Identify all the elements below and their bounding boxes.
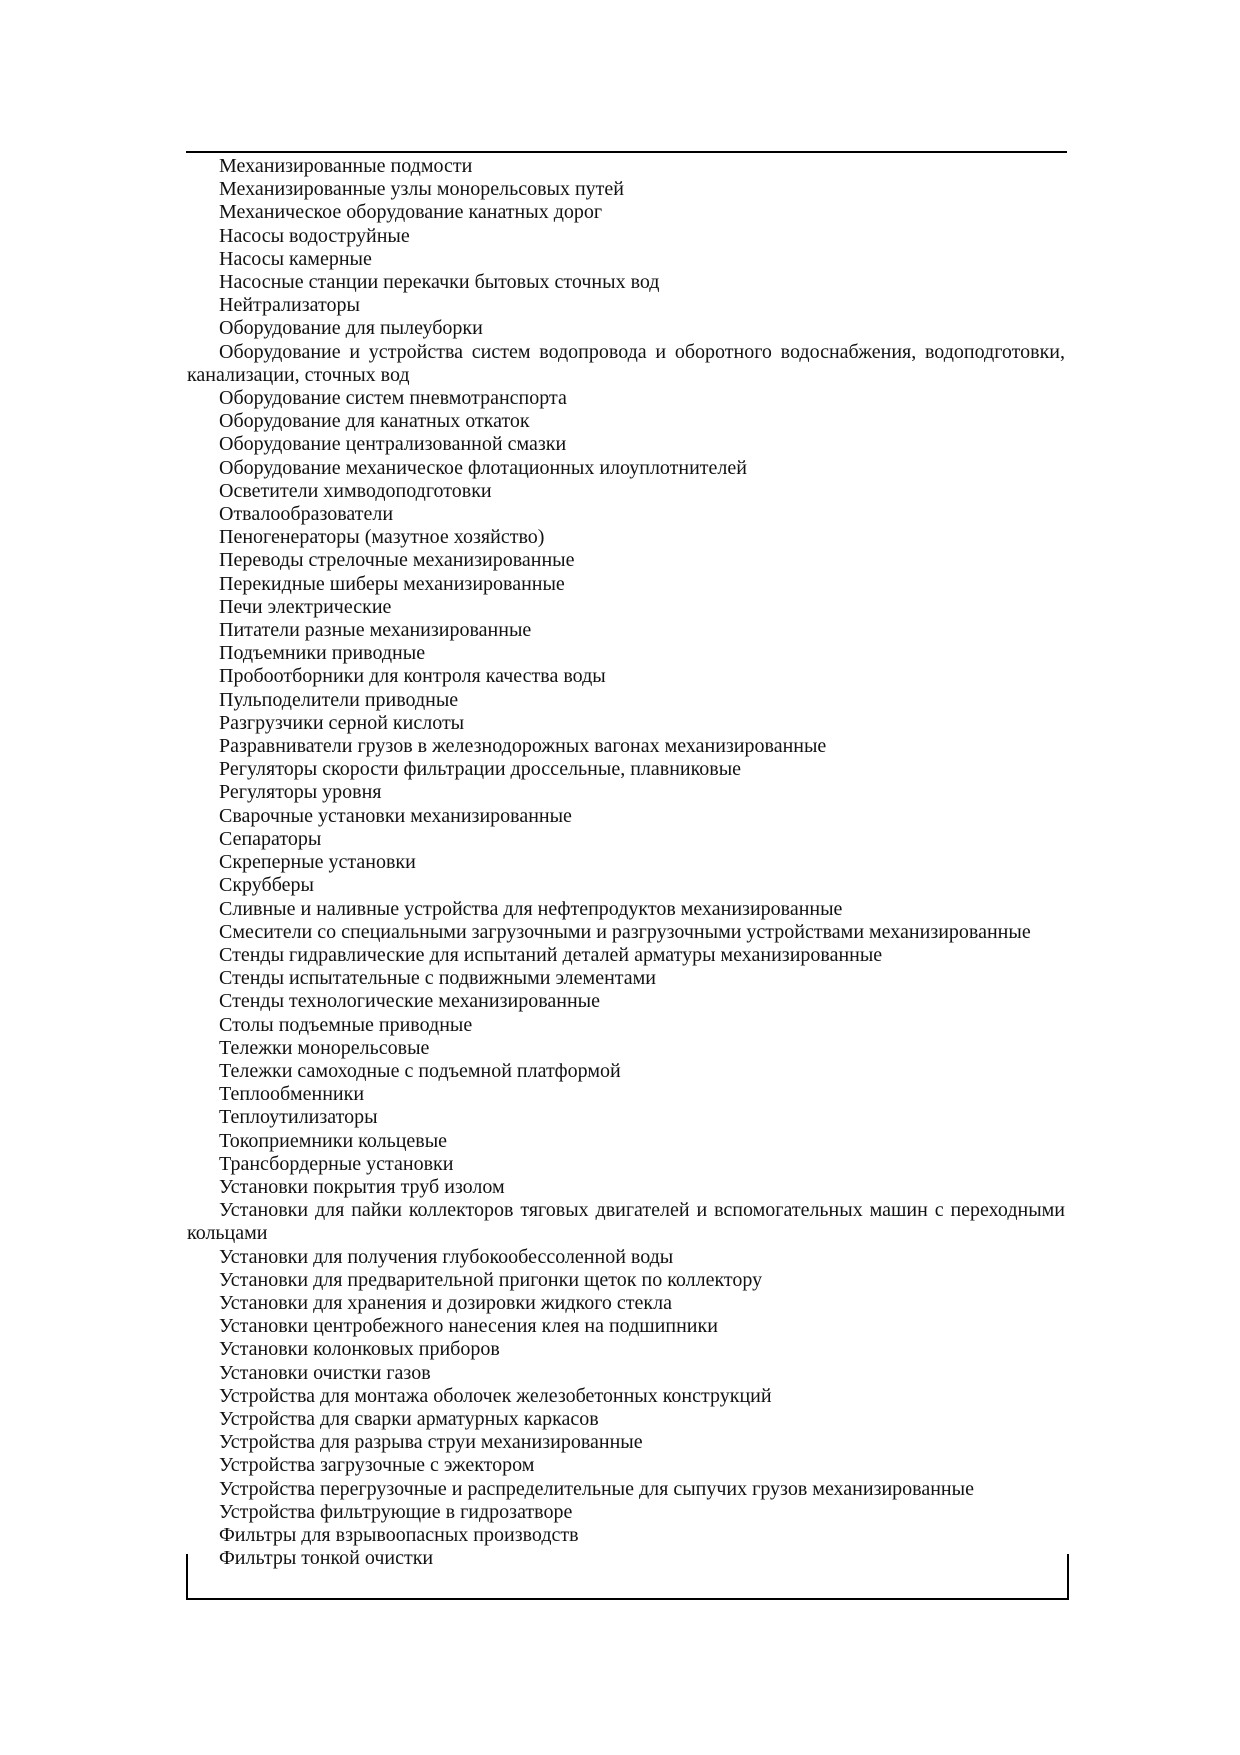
list-item: Тележки самоходные с подъемной платформой bbox=[219, 1059, 621, 1082]
list-item: Оборудование для канатных откаток bbox=[219, 410, 530, 433]
list-item: Устройства для монтажа оболочек железобетонных конструкций bbox=[219, 1384, 772, 1407]
list-item: Фильтры для взрывоопасных производств bbox=[219, 1523, 579, 1546]
list-item: Осветители химводоподготовки bbox=[219, 479, 492, 502]
list-item: Оборудование систем пневмотранспорта bbox=[219, 387, 567, 410]
list-item: Установки для хранения и дозировки жидкого стекла bbox=[219, 1291, 672, 1314]
list-item: Разравниватели грузов в железнодорожных вагонах механизированные bbox=[219, 735, 827, 758]
list-item: Установки для пайки коллекторов тяговых двигателей и вспомогательных машин с переходными кольцами bbox=[187, 1199, 1065, 1245]
list-item: Устройства перегрузочные и распределительные для сыпучих грузов механизированные bbox=[219, 1477, 974, 1500]
list-item: Трансбордерные установки bbox=[219, 1152, 454, 1175]
bottom-frame bbox=[186, 1554, 1069, 1600]
top-rule bbox=[186, 151, 1067, 153]
list-item: Теплообменники bbox=[219, 1083, 365, 1106]
list-item: Сепараторы bbox=[219, 827, 322, 850]
list-item: Перекидные шиберы механизированные bbox=[219, 572, 565, 595]
list-item: Устройства для сварки арматурных каркасов bbox=[219, 1407, 599, 1430]
list-item: Фильтры тонкой очистки bbox=[219, 1547, 434, 1570]
list-item: Теплоутилизаторы bbox=[219, 1106, 378, 1129]
list-item: Насосные станции перекачки бытовых сточных вод bbox=[219, 271, 660, 294]
list-item: Устройства фильтрующие в гидрозатворе bbox=[219, 1500, 573, 1523]
list-item: Стенды технологические механизированные bbox=[219, 990, 600, 1013]
list-item: Регуляторы уровня bbox=[219, 781, 382, 804]
list-item: Механизированные подмости bbox=[219, 155, 473, 177]
list-item: Стенды испытательные с подвижными элементами bbox=[219, 967, 656, 990]
list-item: Пробоотборники для контроля качества воды bbox=[219, 665, 606, 688]
list-item: Разгрузчики серной кислоты bbox=[219, 711, 465, 734]
list-item: Столы подъемные приводные bbox=[219, 1013, 473, 1036]
equipment-list bbox=[187, 155, 1065, 1570]
list-item: Установки покрытия труб изолом bbox=[219, 1175, 505, 1198]
list-item: Насосы камерные bbox=[219, 247, 372, 270]
list-item: Печи электрические bbox=[219, 595, 392, 618]
list-item: Устройства для разрыва струи механизированные bbox=[219, 1431, 643, 1454]
list-item: Оборудование централизованной смазки bbox=[219, 433, 567, 456]
list-item: Пеногенераторы (мазутное хозяйство) bbox=[219, 526, 545, 549]
list-item: Питатели разные механизированные bbox=[219, 619, 532, 642]
list-item: Сварочные установки механизированные bbox=[219, 804, 572, 827]
list-item: Скрубберы bbox=[219, 874, 314, 897]
list-item: Токоприемники кольцевые bbox=[219, 1129, 448, 1152]
list-item: Смесители со специальными загрузочными и разгрузочными устройствами механизированные bbox=[219, 920, 1031, 943]
list-item: Переводы стрелочные механизированные bbox=[219, 549, 575, 572]
list-item: Насосы водоструйные bbox=[219, 224, 410, 247]
list-item: Пульподелители приводные bbox=[219, 688, 459, 711]
list-item: Тележки монорельсовые bbox=[219, 1036, 430, 1059]
list-item: Установки очистки газов bbox=[219, 1361, 431, 1384]
list-item: Устройства загрузочные с эжектором bbox=[219, 1454, 535, 1477]
list-item: Оборудование и устройства систем водопровода и оборотного водоснабжения, водоподготовки, канализации, сточных вод bbox=[187, 340, 1065, 386]
list-item: Установки колонковых приборов bbox=[219, 1338, 500, 1361]
list-item: Регуляторы скорости фильтрации дроссельные, плавниковые bbox=[219, 758, 742, 781]
list-item: Установки для получения глубокообессоленной воды bbox=[219, 1245, 674, 1268]
list-item: Оборудование механическое флотационных илоуплотнителей bbox=[219, 456, 747, 479]
list-item: Отвалообразователи bbox=[219, 503, 394, 526]
list-item: Подъемники приводные bbox=[219, 642, 426, 665]
list-item: Стенды гидравлические для испытаний деталей арматуры механизированные bbox=[219, 943, 883, 966]
list-item: Установки для предварительной пригонки щеток по коллектору bbox=[219, 1268, 763, 1291]
list-item: Нейтрализаторы bbox=[219, 294, 360, 317]
list-item: Скреперные установки bbox=[219, 851, 416, 874]
list-item: Механическое оборудование канатных дорог bbox=[219, 201, 603, 224]
list-item: Сливные и наливные устройства для нефтепродуктов механизированные bbox=[219, 897, 843, 920]
list-item: Оборудование для пылеуборки bbox=[219, 317, 483, 340]
list-item: Установки центробежного нанесения клея на подшипники bbox=[219, 1315, 718, 1338]
list-item: Механизированные узлы монорельсовых путей bbox=[219, 178, 624, 201]
